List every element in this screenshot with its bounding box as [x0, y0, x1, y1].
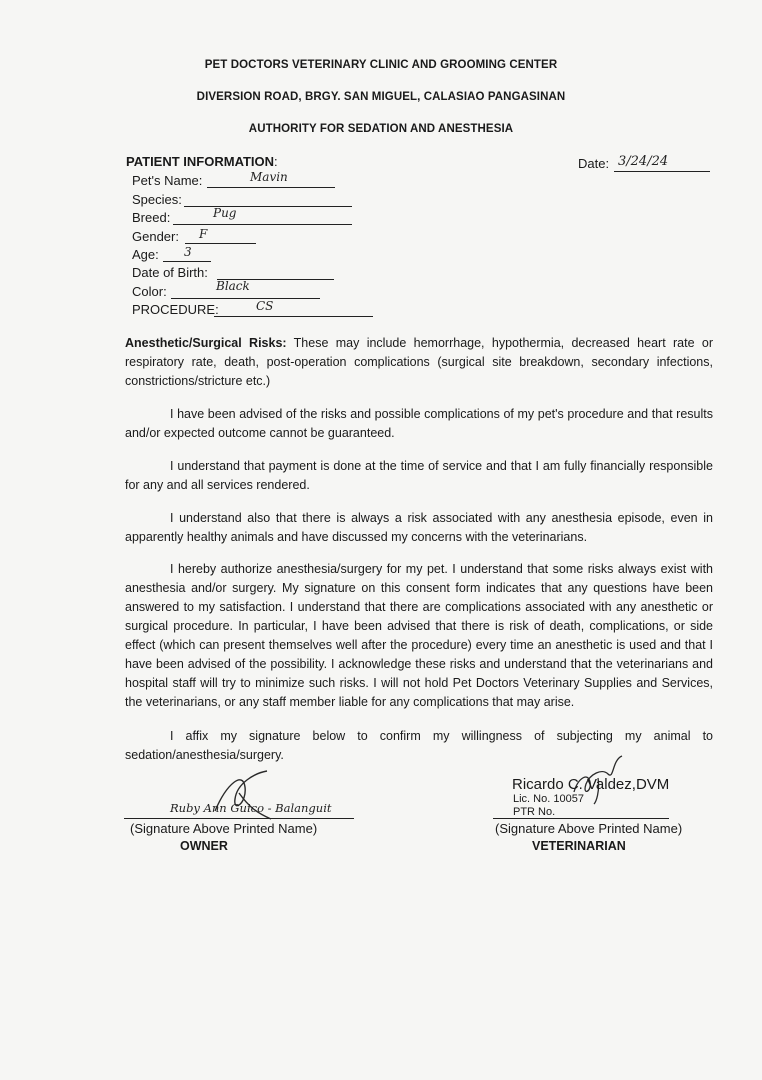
- risks-heading: Anesthetic/Surgical Risks:: [125, 336, 287, 350]
- species-line: [184, 206, 352, 207]
- consent-paragraph-2: I understand that payment is done at the time of service and that I am fully financially responsible for any and all services rendered.: [125, 459, 713, 492]
- consent-paragraph-1: I have been advised of the risks and possible complications of my pet's procedure and that results and/or expected outcome cannot be guaranteed.: [125, 407, 713, 440]
- procedure-line: [214, 316, 373, 317]
- gender-label: Gender:: [132, 229, 179, 244]
- consent-paragraph-4: I hereby authorize anesthesia/surgery for my pet. I understand that some risks always exist with anesthesia and/or surgery. My signature on this consent form indicates that any questions have been answered to my satisfaction. I understand that there are complications associated with any anesthetic or surgical procedure. In particular, I have been advised that there is risk of death, complications, or side effect (which can present themselves well after the procedure) every time an anesthetic is used and that I have been advised of the possibility. I acknowledge these risks and understand that the veterinarians and hospital staff will try to minimize such risks. I will not hold Pet Doctors Veterinary Supplies and Services, the veterinarians, or any staff member liable for any complications that may arise.: [125, 562, 713, 709]
- age-label: Age:: [132, 247, 159, 262]
- pet-name-line: [207, 187, 335, 188]
- owner-printed-name: Ruby Ann Guico - Balanguit: [170, 801, 332, 815]
- clinic-name: PET DOCTORS VETERINARY CLINIC AND GROOMING CENTER: [204, 59, 558, 71]
- date-line: [614, 171, 710, 172]
- date-value: 3/24/24: [618, 154, 669, 169]
- breed-label: Breed:: [132, 210, 171, 225]
- risks-text: These may include hemorrhage, hypothermia, decreased heart rate or respiratory rate, death, post-operation complications (surgical site breakdown, secondary infections, constrictions/stricture etc.): [125, 336, 713, 388]
- owner-signature-line: [124, 818, 354, 819]
- consent-paragraph-5: I affix my signature below to confirm my willingness of subjecting my animal to sedation/anesthesia/surgery.: [125, 729, 713, 762]
- pet-name-label: Pet's Name:: [132, 173, 203, 188]
- owner-role: OWNER: [180, 839, 228, 853]
- color-value: Black: [216, 279, 250, 293]
- breed-line: [173, 224, 352, 225]
- veterinarian-signature-line: [493, 818, 669, 819]
- consent-paragraph-3: I understand also that there is always a risk associated with any anesthesia episode, even in apparently healthy animals and have discussed my concerns with the veterinarians.: [125, 511, 713, 544]
- form-title: AUTHORITY FOR SEDATION AND ANESTHESIA: [248, 123, 514, 135]
- owner-signature-mark: [205, 763, 275, 825]
- veterinarian-license: Lic. No. 10057: [513, 793, 584, 805]
- risks-paragraph: [125, 334, 713, 391]
- species-label: Species:: [132, 192, 182, 207]
- veterinarian-ptr: PTR No.: [513, 806, 556, 818]
- owner-signature-caption: (Signature Above Printed Name): [130, 821, 318, 836]
- procedure-value: CS: [256, 299, 274, 313]
- procedure-label: PROCEDURE:: [132, 302, 219, 317]
- gender-line: [185, 243, 256, 244]
- veterinarian-signature-caption: (Signature Above Printed Name): [495, 821, 683, 836]
- age-value: 3: [184, 245, 192, 259]
- color-label: Color:: [132, 284, 167, 299]
- pet-name-value: Mavin: [250, 170, 288, 184]
- date-label: Date:: [578, 156, 610, 171]
- age-line: [163, 261, 211, 262]
- dob-label: Date of Birth:: [132, 265, 208, 280]
- veterinarian-name: Ricardo C. Valdez,DVM: [512, 776, 670, 793]
- color-line: [171, 298, 320, 299]
- patient-info-colon: :: [274, 154, 278, 169]
- patient-info-label: PATIENT INFORMATION: [126, 154, 275, 169]
- clinic-address: DIVERSION ROAD, BRGY. SAN MIGUEL, CALASIAO PANGASINAN: [196, 91, 566, 103]
- gender-value: F: [199, 227, 208, 241]
- patient-info-heading: [126, 154, 278, 169]
- veterinarian-role: VETERINARIAN: [532, 839, 626, 853]
- breed-value: Pug: [213, 206, 237, 220]
